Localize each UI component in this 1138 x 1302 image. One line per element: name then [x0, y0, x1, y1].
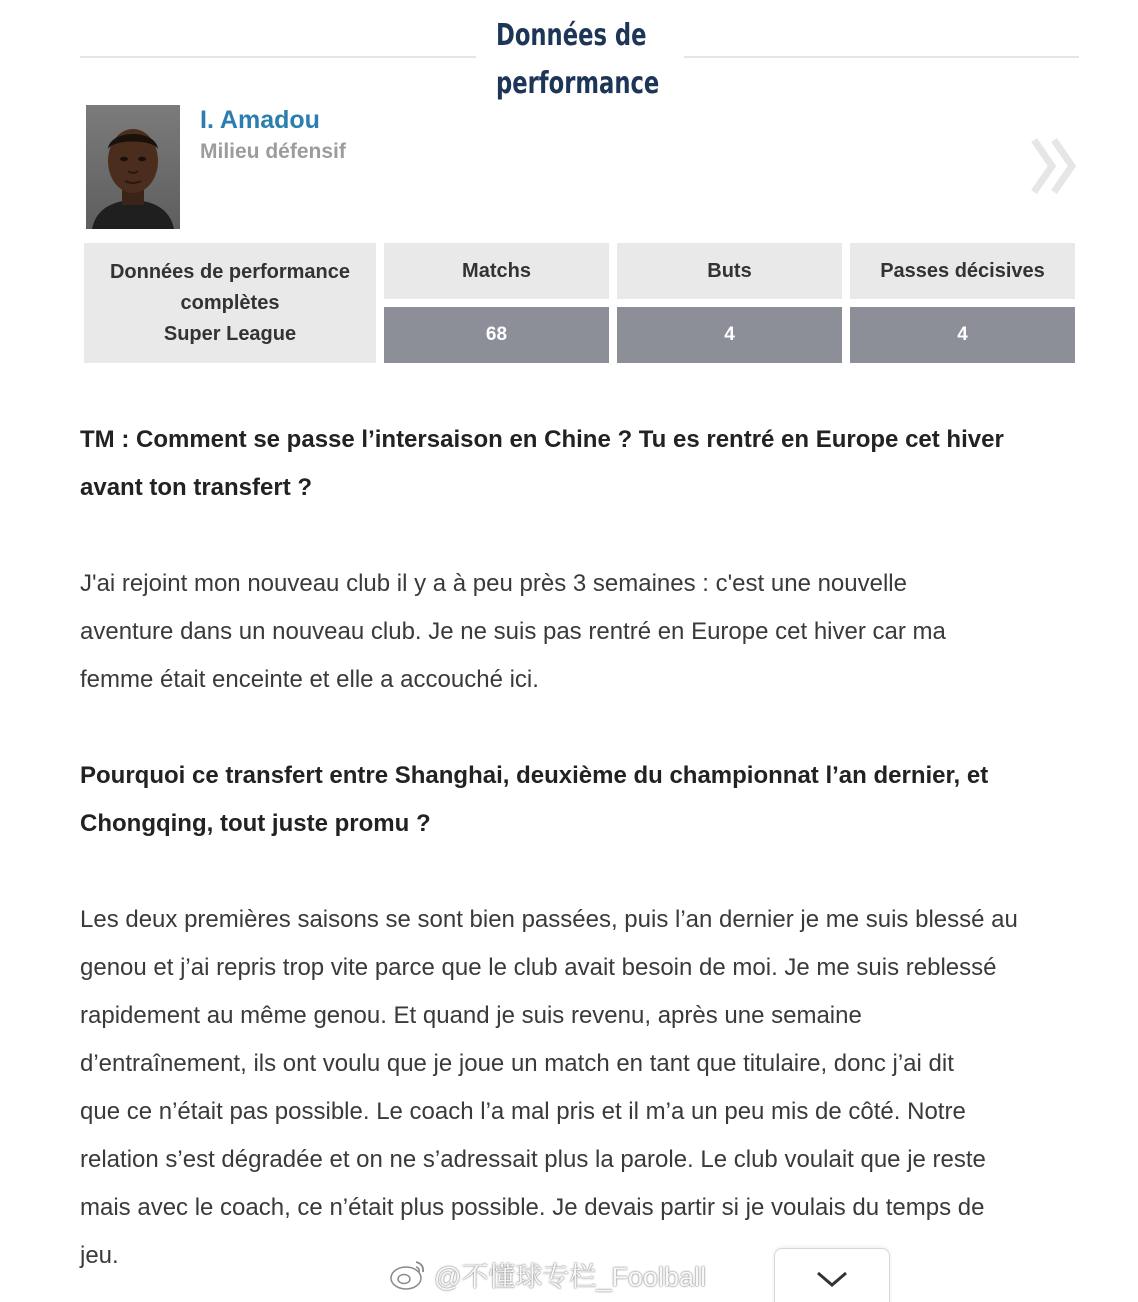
stats-value-matches: 68	[384, 307, 609, 363]
stats-header-assists: Passes décisives	[850, 243, 1075, 299]
weibo-icon	[388, 1256, 428, 1292]
section-header	[80, 0, 1079, 110]
question-1	[80, 416, 1075, 512]
header-rule-left	[80, 56, 476, 58]
section-title-line-2: performance	[496, 66, 660, 101]
stats-header-matches: Matchs	[384, 243, 609, 299]
watermark	[388, 1254, 706, 1294]
stats-label-line: Données de performance	[109, 260, 351, 283]
text-line: relation s’est dégradée et on ne s’adressait plus la parole. Le club voulait que je reste	[80, 1146, 986, 1173]
text-line: J'ai rejoint mon nouveau club il y a à peu près 3 semaines : c'est une nouvelle	[80, 570, 907, 597]
stats-value-goals: 4	[617, 307, 842, 363]
text-line: aventure dans un nouveau club. Je ne suis pas rentré en Europe cet hiver car ma	[80, 618, 946, 645]
text-line: Chongqing, tout juste promu ?	[80, 810, 431, 837]
stats-competition: Super League	[163, 322, 297, 345]
section-title	[496, 12, 660, 108]
chevron-double-right-icon	[1026, 130, 1082, 202]
text-line: d’entraînement, ils ont voulu que je joue un match en tant que titulaire, donc j’ai dit	[80, 1050, 954, 1077]
text-line: mais avec le coach, ce n’était plus possible. Je devais partir si je voulais du temps de	[80, 1194, 985, 1221]
text-line: TM : Comment se passe l’intersaison en Chine ? Tu es rentré en Europe cet hiver	[80, 426, 1004, 453]
text-line: Les deux premières saisons se sont bien passées, puis l’an dernier je me suis blessé au	[80, 906, 1018, 933]
answer-2	[80, 896, 1080, 1280]
player-name[interactable]: I. Amadou	[200, 106, 320, 134]
player-photo	[86, 105, 180, 229]
question-2	[80, 752, 1075, 848]
text-line: genou et j’ai repris trop vite parce que le club avait besoin de moi. Je me suis reblessé	[80, 954, 997, 981]
text-line: femme était enceinte et elle a accouché ici.	[80, 666, 539, 693]
player-position: Milieu défensif	[200, 140, 346, 163]
text-line: rapidement au même genou. Et quand je suis revenu, après une semaine	[80, 1002, 862, 1029]
answer-1	[80, 560, 1080, 704]
section-title-line-1: Données de	[496, 18, 647, 53]
stats-value-assists: 4	[850, 307, 1075, 363]
watermark-text: @不懂球专栏_Foolball	[434, 1261, 706, 1292]
chevron-down-icon	[815, 1269, 849, 1289]
text-line: avant ton transfert ?	[80, 474, 313, 501]
text-line: jeu.	[80, 1242, 119, 1269]
stats-label	[84, 243, 376, 363]
scroll-down-button[interactable]	[774, 1248, 890, 1302]
next-player-button[interactable]	[1026, 130, 1082, 202]
text-line: Pourquoi ce transfert entre Shanghai, deuxième du championnat l’an dernier, et	[80, 762, 989, 789]
stats-header-goals: Buts	[617, 243, 842, 299]
text-line: que ce n’était pas possible. Le coach l’a mal pris et il m’a un peu mis de côté. Notre	[80, 1098, 966, 1125]
stats-label-line: complètes	[180, 291, 280, 314]
header-rule-right	[684, 56, 1079, 58]
